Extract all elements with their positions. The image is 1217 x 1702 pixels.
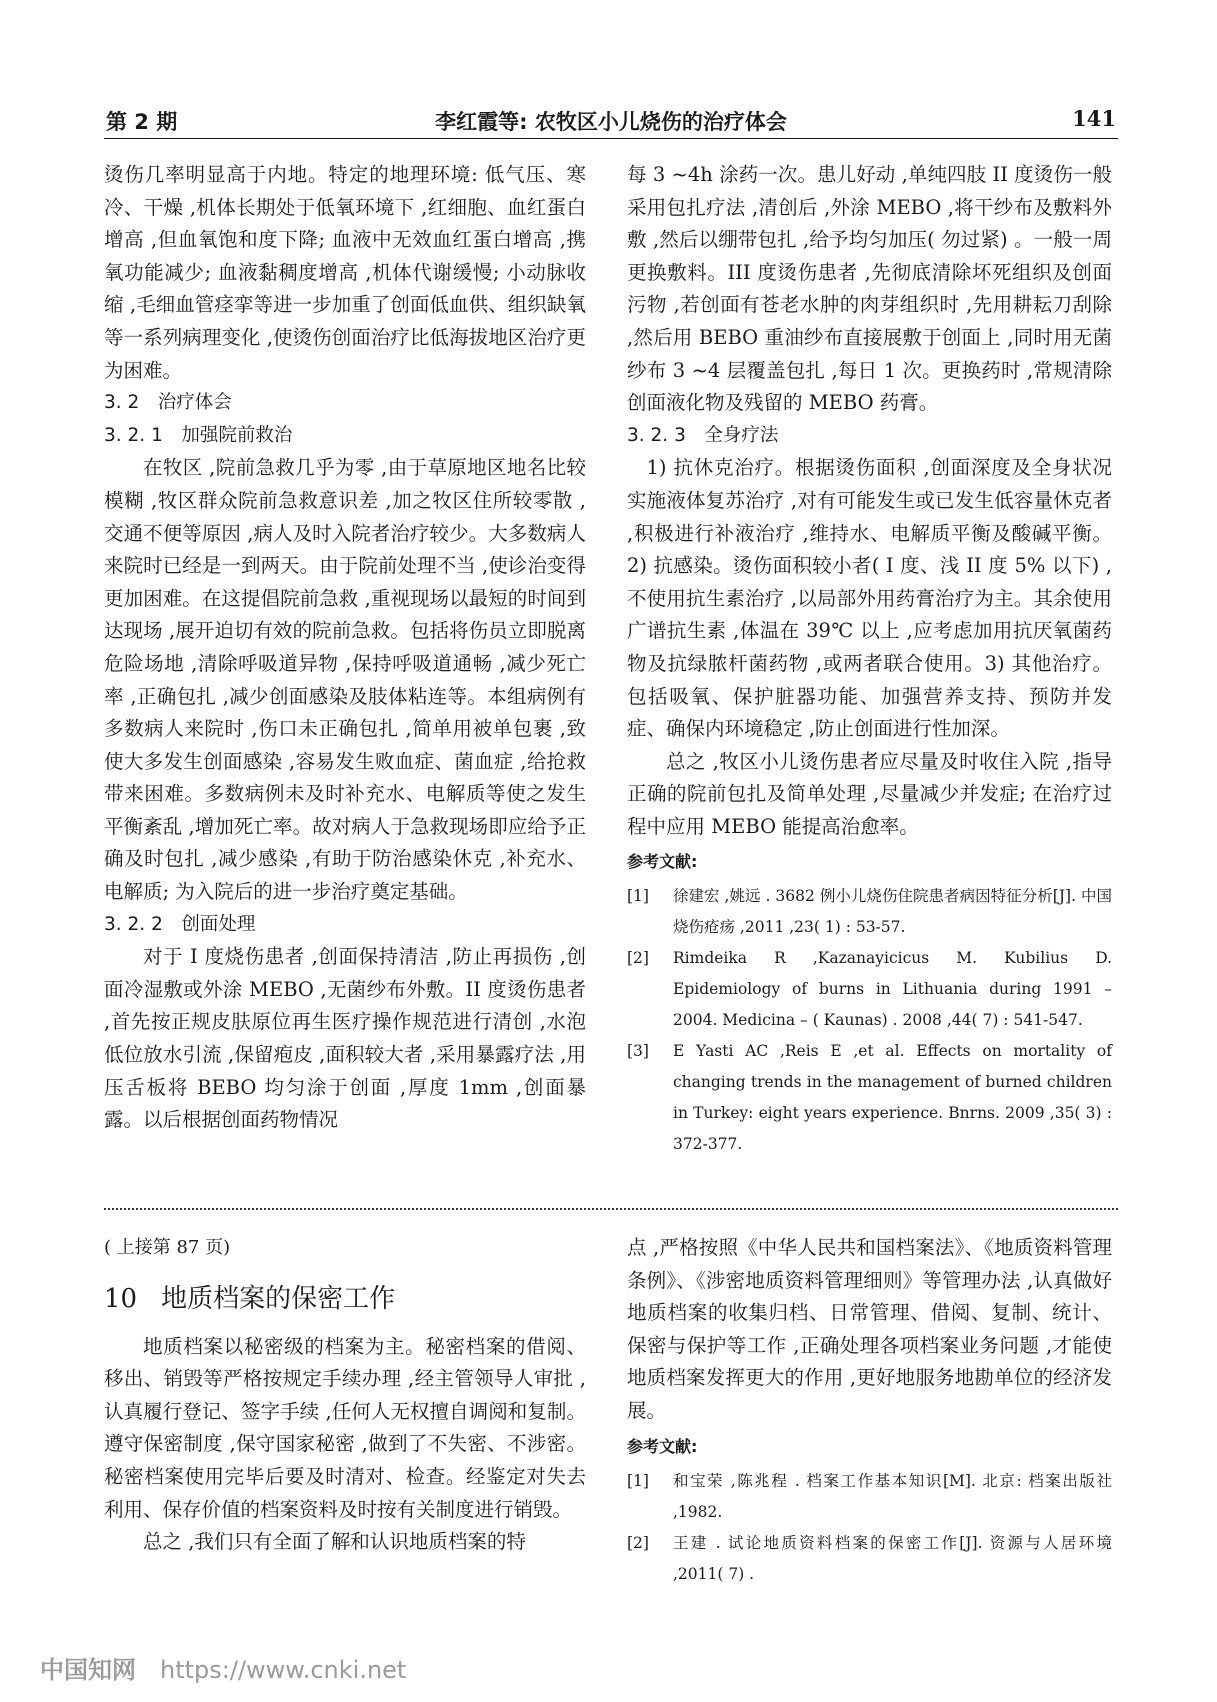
reference-list [627, 1466, 1112, 1590]
issue-number: 第 2 期 [106, 110, 178, 134]
heading-3-2: 3. 2 治疗体会 [104, 392, 232, 414]
dotted-separator [104, 1208, 1118, 1210]
cnki-brand: 中国知网 [40, 1656, 136, 1684]
left-column-lower [104, 1232, 586, 1559]
paragraph-intro: 烫伤几率明显高于内地。特定的地理环境: 低气压、寒冷、干燥 ,机体长期处于低氧环境下 ,红细胞、血红蛋白增高 ,但血氧饱和度下降; 血液中无效血红蛋白增高 ,携氧功能减少; 血液黏稠度增高 ,机体代谢缓慢; 小动脉收缩 ,毛细血管痉挛等进一步加重了创面低血供、组织缺氧等一系列病理变化 ,使烫伤创面治疗比低海拔地区治疗更为困难。 [104, 163, 586, 382]
paragraph-wound-care-cont: 每 3 ~4h 涂药一次。患儿好动 ,单纯四肢 II 度烫伤一般采用包扎疗法 ,清创后 ,外涂 MEBO ,将干纱布及敷料外敷 ,然后以绷带包扎 ,给予均匀加压( 勿过紧) 。一般一周更换敷料。III 度烫伤患者 ,先彻底清除坏死组织及创面污物 ,若创面有苍老水肿的肉芽组织时 ,先用耕耘刀刮除 ,然后用 BEBO 重油纱布直接展敷于创面上 ,同时用无菌纱布 3 ~4 层覆盖包扎 ,每日 1 次。更换药时 ,常规清除创面液化物及残留的 MEBO 药膏。 [627, 163, 1112, 415]
heading-3-2-1: 3. 2. 1 加强院前救治 [104, 424, 293, 446]
right-column-upper [627, 159, 1112, 1160]
paragraph-conclusion: 总之 ,我们只有全面了解和认识地质档案的特 [143, 1530, 526, 1554]
running-title: 李红霞等: 农牧区小儿烧伤的治疗体会 [435, 110, 787, 134]
reference-list [627, 881, 1112, 1160]
paragraph-systemic-therapy: 1) 抗休克治疗。根据烫伤面积 ,创面深度及全身状况实施液体复苏治疗 ,对有可能发生或已发生低容量休克者 ,积极进行补液治疗 ,维持水、电解质平衡及酸碱平衡。2) 抗感染。烫伤面积较小者( I 度、浅 II 度 5% 以下) ,不使用抗生素治疗 ,以局部外用药膏治疗为主。其余使用广谱抗生素 ,体温在 39℃ 以上 ,应考虑加用抗厌氧菌药物及抗绿脓杆菌药物 ,或两者联合使用。3) 其他治疗。包括吸氧、保护脏器功能、加强营养支持、预防并发症、确保内环境稳定 ,防止创面进行性加深。 [627, 456, 1112, 741]
reference-item: [2] 王建 . 试论地质资料档案的保密工作[J]. 资源与人居环境 ,2011( 7) . [627, 1533, 1112, 1583]
paragraph-conclusion-cont: 点 ,严格按照《中华人民共和国档案法》、《地质资料管理条例》、《涉密地质资料管理细则》等管理办法 ,认真做好地质档案的收集归档、日常管理、借阅、复制、统计、保密与保护等工作 ,正确处理各项档案业务问题 ,才能使地质档案发挥更大的作用 ,更好地服务地勘单位的经济发展。 [627, 1236, 1112, 1422]
reference-item: [1] 和宝荣 ,陈兆程 . 档案工作基本知识[M]. 北京: 档案出版社 ,1982. [627, 1471, 1112, 1521]
right-column-lower [627, 1232, 1112, 1590]
references-heading: 参考文献: [627, 852, 698, 872]
paragraph-wound-care: 对于 I 度烧伤患者 ,创面保持清洁 ,防止再损伤 ,创面冷湿敷或外涂 MEBO ,无菌纱布外敷。II 度烫伤患者 ,首先按正规皮肤原位再生医疗操作规范进行清创 ,水泡低位放水引流 ,保留疱皮 ,面积较大者 ,采用暴露疗法 ,用压舌板将 BEBO 均匀涂于创面 ,厚度 1mm ,创面暴露。以后根据创面药物情况 [104, 945, 586, 1132]
paragraph-confidentiality: 地质档案以秘密级的档案为主。秘密档案的借阅、移出、销毁等严格按规定手续办理 ,经主管领导人审批 ,认真履行登记、签字手续 ,任何人无权擅自调阅和复制。遵守保密制度 ,保守国家秘密 ,做到了不失密、不涉密。秘密档案使用完毕后要及时清对、检查。经鉴定对失去利用、保存价值的档案资料及时按有关制度进行销毁。 [104, 1334, 586, 1521]
heading-3-2-2: 3. 2. 2 创面处理 [104, 913, 256, 935]
reference-item: [1] 徐建宏 ,姚远 . 3682 例小儿烧伤住院患者病因特征分析[J]. 中国烧伤疮疡 ,2011 ,23( 1) : 53-57. [627, 887, 1112, 937]
reference-item: [3] E Yasti AC ,Reis E ,et al. Effects on mortality of changing trends in the management of burned children in Turkey: eight years experience. Bnrns. 2009 ,35( 3) : 372-377. [627, 1042, 1112, 1154]
heading-3-2-3: 3. 2. 3 全身疗法 [627, 424, 779, 446]
page-number: 141 [1072, 106, 1116, 131]
left-column-upper [104, 159, 586, 1137]
running-header [104, 100, 1118, 139]
continued-note: ( 上接第 87 页) [104, 1237, 231, 1258]
cnki-watermark [40, 1650, 406, 1685]
paragraph-prehospital: 在牧区 ,院前急救几乎为零 ,由于草原地区地名比较模糊 ,牧区群众院前急救意识差 ,加之牧区住所较零散 ,交通不便等原因 ,病人及时入院者治疗较少。大多数病人来院时已经是一到两天。由于院前处理不当 ,使诊治变得更加困难。在这提倡院前急救 ,重视现场以最短的时间到达现场 ,展开迫切有效的院前急救。包括将伤员立即脱离危险场地 ,清除呼吸道异物 ,保持呼吸道通畅 ,减少死亡率 ,正确包扎 ,减少创面感染及肢体粘连等。本组病例有多数病人来院时 ,伤口未正确包扎 ,简单用被单包裹 ,致使大多发生创面感染 ,容易发生败血症、菌血症 ,给抢救带来困难。多数病例未及时补充水、电解质等使之发生平衡紊乱 ,增加死亡率。故对病人于急救现场即应给予正确及时包扎 ,减少感染 ,有助于防治感染休克 ,补充水、电解质; 为入院后的进一步治疗奠定基础。 [104, 456, 586, 904]
paragraph-summary: 总之 ,牧区小儿烫伤患者应尽量及时收住入院 ,指导正确的院前包扎及简单处理 ,尽量减少并发症; 在治疗过程中应用 MEBO 能提高治愈率。 [627, 749, 1112, 838]
section-10-heading [104, 1279, 586, 1319]
references-heading: 参考文献: [627, 1436, 698, 1456]
reference-item: [2] Rimdeika R ,Kazanayicicus M. Kubilius D. Epidemiology of burns in Lithuania during 1991 – 2004. Medicina – ( Kaunas) . 2008 ,44( 7) : 541-547. [627, 949, 1112, 1030]
cnki-url[interactable]: https://www.cnki.net [160, 1656, 407, 1684]
section-number: 10 [104, 1283, 138, 1314]
section-title: 地质档案的保密工作 [161, 1283, 396, 1314]
